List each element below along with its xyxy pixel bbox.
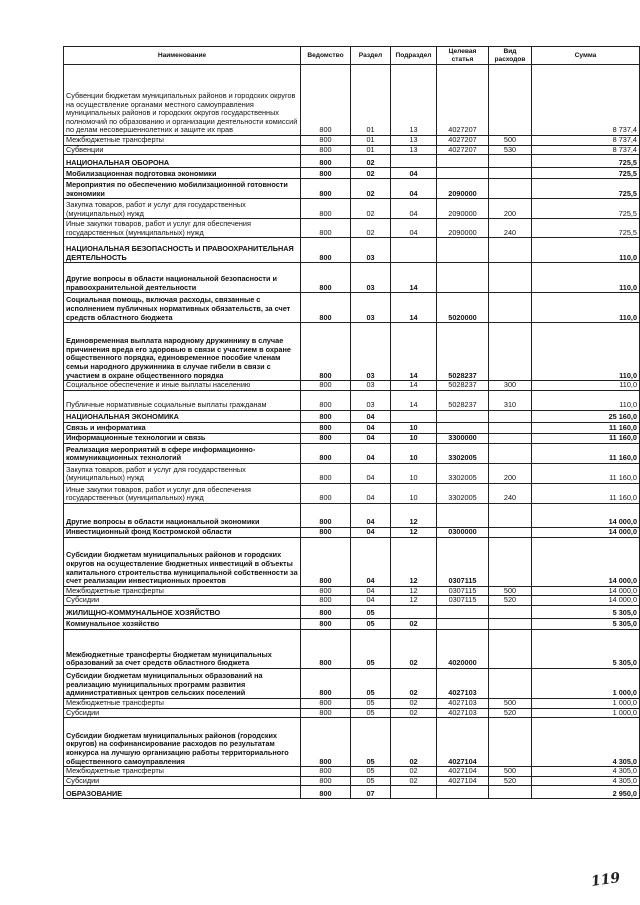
cell-section: 05: [351, 718, 391, 767]
cell-name: Коммунальное хозяйство: [64, 618, 301, 629]
cell-target: 5028237: [437, 390, 489, 410]
table-row: [64, 155, 640, 168]
cell-subsection: 02: [391, 629, 437, 668]
table-row: [64, 323, 640, 381]
cell-sum: 110,0: [532, 238, 640, 263]
cell-name: Другие вопросы в области национальной безопасности и правоохранительной деятельности: [64, 263, 301, 293]
cell-subsection: 14: [391, 263, 437, 293]
cell-sum: 110,0: [532, 263, 640, 293]
cell-exp-type: 500: [489, 698, 532, 708]
cell-section: 01: [351, 65, 391, 136]
cell-target: [437, 168, 489, 179]
cell-target: 3302005: [437, 443, 489, 463]
cell-sum: 5 305,0: [532, 605, 640, 618]
cell-sum: 4 305,0: [532, 776, 640, 786]
cell-exp-type: 310: [489, 390, 532, 410]
cell-sum: 14 000,0: [532, 596, 640, 606]
cell-exp-type: [489, 668, 532, 698]
cell-exp-type: [489, 168, 532, 179]
cell-exp-type: 300: [489, 381, 532, 391]
cell-target: 4027207: [437, 136, 489, 146]
cell-name: Межбюджетные трансферты: [64, 698, 301, 708]
cell-section: 03: [351, 238, 391, 263]
table-row: [64, 263, 640, 293]
cell-sum: 5 305,0: [532, 629, 640, 668]
cell-name: Закупка товаров, работ и услуг для государственных (муниципальных) нужд: [64, 463, 301, 483]
cell-target: 4027104: [437, 776, 489, 786]
cell-sum: 4 305,0: [532, 718, 640, 767]
table-row: [64, 463, 640, 483]
cell-target: [437, 786, 489, 799]
cell-section: 01: [351, 136, 391, 146]
cell-target: [437, 503, 489, 527]
cell-sum: 14 000,0: [532, 503, 640, 527]
table-row: [64, 422, 640, 433]
cell-subsection: 02: [391, 698, 437, 708]
cell-subsection: 10: [391, 422, 437, 433]
cell-dept: 800: [301, 537, 351, 586]
cell-dept: 800: [301, 145, 351, 155]
cell-target: [437, 410, 489, 422]
cell-subsection: [391, 410, 437, 422]
cell-exp-type: [489, 443, 532, 463]
cell-target: 3302005: [437, 463, 489, 483]
header-target: Целевая статья: [437, 47, 489, 65]
cell-sum: 14 000,0: [532, 527, 640, 537]
cell-sum: 11 160,0: [532, 422, 640, 433]
cell-name: Реализация мероприятий в сфере информационно-коммуникационных технологий: [64, 443, 301, 463]
table-row: [64, 718, 640, 767]
cell-target: 4027103: [437, 668, 489, 698]
table-row: [64, 293, 640, 323]
cell-name: Единовременная выплата народному дружиннику в случае причинения вреда его здоровью в связи с участием в охране общественного порядка, единовременное пособие членам семьи народного дружинника в случае гибели в связи с участием в охране общественного порядка: [64, 323, 301, 381]
cell-target: 4027207: [437, 145, 489, 155]
cell-subsection: 14: [391, 390, 437, 410]
table-row: [64, 605, 640, 618]
table-row: [64, 596, 640, 606]
cell-dept: 800: [301, 422, 351, 433]
header-subsection: Подраздел: [391, 47, 437, 65]
cell-subsection: 02: [391, 618, 437, 629]
cell-sum: 110,0: [532, 323, 640, 381]
cell-subsection: 14: [391, 381, 437, 391]
cell-name: Субсидии бюджетам муниципальных районов (городских округов) на софинансирование расходов по результатам конкурса на лучшую организацию работы территориального общественного самоуправления: [64, 718, 301, 767]
cell-dept: 800: [301, 596, 351, 606]
cell-exp-type: [489, 179, 532, 199]
cell-target: 0307115: [437, 537, 489, 586]
cell-dept: 800: [301, 155, 351, 168]
header-section: Раздел: [351, 47, 391, 65]
header-dept: Ведомство: [301, 47, 351, 65]
cell-exp-type: [489, 323, 532, 381]
table-row: [64, 786, 640, 799]
table-row: [64, 136, 640, 146]
cell-dept: 800: [301, 708, 351, 718]
table-row: [64, 179, 640, 199]
cell-target: [437, 263, 489, 293]
cell-subsection: 02: [391, 718, 437, 767]
cell-section: 05: [351, 708, 391, 718]
table-row: [64, 767, 640, 777]
cell-name: Связь и информатика: [64, 422, 301, 433]
cell-target: [437, 618, 489, 629]
cell-subsection: [391, 786, 437, 799]
cell-target: 5028237: [437, 323, 489, 381]
table-row: [64, 537, 640, 586]
cell-target: 0307115: [437, 596, 489, 606]
cell-dept: 800: [301, 433, 351, 443]
cell-section: 04: [351, 443, 391, 463]
cell-target: 4027104: [437, 767, 489, 777]
table-row: [64, 668, 640, 698]
cell-target: 0307115: [437, 586, 489, 596]
cell-subsection: 04: [391, 199, 437, 219]
cell-sum: 11 160,0: [532, 483, 640, 503]
cell-subsection: 02: [391, 668, 437, 698]
cell-subsection: 12: [391, 527, 437, 537]
cell-sum: 725,5: [532, 199, 640, 219]
cell-target: [437, 238, 489, 263]
cell-exp-type: [489, 433, 532, 443]
cell-section: 01: [351, 145, 391, 155]
cell-section: 04: [351, 537, 391, 586]
cell-dept: 800: [301, 668, 351, 698]
cell-exp-type: [489, 293, 532, 323]
cell-subsection: [391, 238, 437, 263]
cell-dept: 800: [301, 786, 351, 799]
header-row: [64, 47, 640, 65]
cell-target: 3302005: [437, 483, 489, 503]
cell-target: 5028237: [437, 381, 489, 391]
cell-target: 2090000: [437, 179, 489, 199]
cell-exp-type: [489, 65, 532, 136]
cell-sum: 725,5: [532, 168, 640, 179]
cell-exp-type: [489, 503, 532, 527]
table-row: [64, 776, 640, 786]
cell-subsection: 13: [391, 145, 437, 155]
cell-exp-type: [489, 629, 532, 668]
cell-section: 02: [351, 179, 391, 199]
cell-dept: 800: [301, 463, 351, 483]
cell-section: 03: [351, 263, 391, 293]
cell-sum: 4 305,0: [532, 767, 640, 777]
table-row: [64, 483, 640, 503]
cell-exp-type: 500: [489, 767, 532, 777]
cell-target: 4027103: [437, 708, 489, 718]
cell-subsection: 12: [391, 537, 437, 586]
cell-dept: 800: [301, 410, 351, 422]
cell-sum: 725,5: [532, 155, 640, 168]
cell-section: 05: [351, 668, 391, 698]
cell-dept: 800: [301, 443, 351, 463]
cell-name: Субсидии бюджетам муниципальных районов и городских округов на осуществление бюджетных инвестиций в объекты капитального строительства муниципальной собственности за счет реализации инвестиционных проектов: [64, 537, 301, 586]
cell-sum: 110,0: [532, 390, 640, 410]
cell-subsection: 10: [391, 483, 437, 503]
cell-name: НАЦИОНАЛЬНАЯ ЭКОНОМИКА: [64, 410, 301, 422]
cell-name: Межбюджетные трансферты: [64, 586, 301, 596]
table-row: [64, 381, 640, 391]
cell-section: 02: [351, 155, 391, 168]
cell-section: 04: [351, 410, 391, 422]
cell-subsection: 02: [391, 767, 437, 777]
cell-name: Социальное обеспечение и иные выплаты населению: [64, 381, 301, 391]
cell-dept: 800: [301, 776, 351, 786]
table-row: [64, 503, 640, 527]
cell-exp-type: [489, 263, 532, 293]
cell-section: 04: [351, 503, 391, 527]
header-exp-type: Вид расходов: [489, 47, 532, 65]
cell-dept: 800: [301, 263, 351, 293]
header-sum: Сумма: [532, 47, 640, 65]
cell-target: 4027104: [437, 718, 489, 767]
table-row: [64, 433, 640, 443]
cell-target: [437, 155, 489, 168]
table-row: [64, 145, 640, 155]
table-row: [64, 698, 640, 708]
cell-dept: 800: [301, 586, 351, 596]
cell-subsection: 04: [391, 179, 437, 199]
cell-exp-type: 240: [489, 483, 532, 503]
cell-name: Межбюджетные трансферты: [64, 136, 301, 146]
cell-sum: 725,5: [532, 179, 640, 199]
cell-dept: 800: [301, 767, 351, 777]
cell-section: 04: [351, 483, 391, 503]
cell-dept: 800: [301, 179, 351, 199]
cell-sum: 11 160,0: [532, 463, 640, 483]
cell-exp-type: 500: [489, 136, 532, 146]
table-row: [64, 629, 640, 668]
table-row: [64, 586, 640, 596]
cell-subsection: [391, 605, 437, 618]
cell-subsection: 10: [391, 443, 437, 463]
cell-exp-type: [489, 527, 532, 537]
cell-section: 07: [351, 786, 391, 799]
cell-section: 04: [351, 527, 391, 537]
cell-name: Субсидии: [64, 708, 301, 718]
cell-target: 5020000: [437, 293, 489, 323]
cell-name: Субвенции: [64, 145, 301, 155]
cell-section: 05: [351, 776, 391, 786]
cell-subsection: 13: [391, 65, 437, 136]
cell-section: 05: [351, 618, 391, 629]
table-row: [64, 527, 640, 537]
cell-target: 2090000: [437, 199, 489, 219]
cell-name: Иные закупки товаров, работ и услуг для обеспечения государственных (муниципальных) нужд: [64, 483, 301, 503]
cell-exp-type: 200: [489, 199, 532, 219]
cell-section: 04: [351, 586, 391, 596]
cell-section: 04: [351, 433, 391, 443]
cell-sum: 1 000,0: [532, 698, 640, 708]
cell-section: 03: [351, 381, 391, 391]
cell-section: 05: [351, 767, 391, 777]
cell-dept: 800: [301, 219, 351, 238]
cell-section: 03: [351, 323, 391, 381]
cell-subsection: 02: [391, 708, 437, 718]
cell-dept: 800: [301, 698, 351, 708]
cell-sum: 110,0: [532, 293, 640, 323]
cell-name: Другие вопросы в области национальной экономики: [64, 503, 301, 527]
cell-target: [437, 422, 489, 433]
cell-exp-type: [489, 410, 532, 422]
cell-sum: 8 737,4: [532, 136, 640, 146]
cell-section: 02: [351, 168, 391, 179]
cell-dept: 800: [301, 65, 351, 136]
cell-target: 4020000: [437, 629, 489, 668]
cell-subsection: 10: [391, 433, 437, 443]
cell-name: НАЦИОНАЛЬНАЯ БЕЗОПАСНОСТЬ И ПРАВООХРАНИТЕЛЬНАЯ ДЕЯТЕЛЬНОСТЬ: [64, 238, 301, 263]
cell-name: Субвенции бюджетам муниципальных районов и городских округов на осуществление органами местного самоуправления муниципальных районов и городских округов государственных полномочий по образованию и организации деятельности комиссий по делам несовершеннолетних и защите их прав: [64, 65, 301, 136]
table-row: [64, 168, 640, 179]
cell-exp-type: 240: [489, 219, 532, 238]
cell-exp-type: [489, 786, 532, 799]
cell-exp-type: 200: [489, 463, 532, 483]
cell-target: 2090000: [437, 219, 489, 238]
cell-exp-type: 500: [489, 586, 532, 596]
cell-subsection: 12: [391, 596, 437, 606]
cell-target: [437, 605, 489, 618]
cell-exp-type: [489, 238, 532, 263]
cell-dept: 800: [301, 390, 351, 410]
cell-dept: 800: [301, 323, 351, 381]
table-row: [64, 410, 640, 422]
cell-dept: 800: [301, 168, 351, 179]
cell-section: 04: [351, 463, 391, 483]
cell-dept: 800: [301, 618, 351, 629]
cell-exp-type: 520: [489, 776, 532, 786]
cell-sum: 11 160,0: [532, 443, 640, 463]
cell-subsection: 10: [391, 463, 437, 483]
cell-sum: 110,0: [532, 381, 640, 391]
cell-subsection: 04: [391, 219, 437, 238]
cell-name: ОБРАЗОВАНИЕ: [64, 786, 301, 799]
cell-name: Субсидии бюджетам муниципальных образований на реализацию муниципальных программ развития административных центров сельских поселений: [64, 668, 301, 698]
cell-name: Межбюджетные трансферты бюджетам муниципальных образований за счет средств областного бюджета: [64, 629, 301, 668]
cell-section: 05: [351, 629, 391, 668]
cell-section: 02: [351, 219, 391, 238]
cell-name: Межбюджетные трансферты: [64, 767, 301, 777]
cell-name: НАЦИОНАЛЬНАЯ ОБОРОНА: [64, 155, 301, 168]
cell-sum: 25 160,0: [532, 410, 640, 422]
cell-dept: 800: [301, 629, 351, 668]
cell-exp-type: [489, 718, 532, 767]
cell-section: 04: [351, 596, 391, 606]
cell-subsection: 02: [391, 776, 437, 786]
cell-dept: 800: [301, 238, 351, 263]
table-row: [64, 219, 640, 238]
cell-name: Субсидии: [64, 596, 301, 606]
cell-name: Закупка товаров, работ и услуг для государственных (муниципальных) нужд: [64, 199, 301, 219]
cell-dept: 800: [301, 718, 351, 767]
cell-name: Информационные технологии и связь: [64, 433, 301, 443]
cell-dept: 800: [301, 483, 351, 503]
cell-exp-type: 530: [489, 145, 532, 155]
cell-sum: 14 000,0: [532, 537, 640, 586]
cell-exp-type: [489, 605, 532, 618]
cell-section: 05: [351, 605, 391, 618]
page-mark: 119: [590, 870, 622, 890]
cell-sum: 2 950,0: [532, 786, 640, 799]
cell-sum: 14 000,0: [532, 586, 640, 596]
cell-dept: 800: [301, 136, 351, 146]
cell-dept: 800: [301, 199, 351, 219]
cell-name: Иные закупки товаров, работ и услуг для обеспечения государственных (муниципальных) нужд: [64, 219, 301, 238]
cell-target: 3300000: [437, 433, 489, 443]
cell-sum: 5 305,0: [532, 618, 640, 629]
cell-section: 03: [351, 293, 391, 323]
cell-subsection: 14: [391, 323, 437, 381]
cell-name: Субсидии: [64, 776, 301, 786]
cell-name: Публичные нормативные социальные выплаты гражданам: [64, 390, 301, 410]
cell-sum: 11 160,0: [532, 433, 640, 443]
cell-name: Социальная помощь, включая расходы, связанные с исполнением публичных нормативных обязательств, за счет средств областного бюджета: [64, 293, 301, 323]
cell-dept: 800: [301, 503, 351, 527]
table-row: [64, 708, 640, 718]
table-row: [64, 65, 640, 136]
cell-subsection: 14: [391, 293, 437, 323]
cell-exp-type: [489, 618, 532, 629]
cell-section: 03: [351, 390, 391, 410]
table-row: [64, 390, 640, 410]
cell-subsection: 04: [391, 168, 437, 179]
cell-sum: 1 000,0: [532, 668, 640, 698]
cell-subsection: 12: [391, 586, 437, 596]
cell-dept: 800: [301, 293, 351, 323]
cell-name: Инвестиционный фонд Костромской области: [64, 527, 301, 537]
cell-subsection: 12: [391, 503, 437, 527]
cell-section: 02: [351, 199, 391, 219]
table-body: [64, 65, 640, 799]
header-name: Наименование: [64, 47, 301, 65]
cell-sum: 8 737,4: [532, 65, 640, 136]
cell-sum: 725,5: [532, 219, 640, 238]
cell-exp-type: 520: [489, 596, 532, 606]
cell-dept: 800: [301, 605, 351, 618]
cell-sum: 8 737,4: [532, 145, 640, 155]
cell-target: 0300000: [437, 527, 489, 537]
cell-section: 05: [351, 698, 391, 708]
cell-section: 04: [351, 422, 391, 433]
table-row: [64, 238, 640, 263]
cell-sum: 1 000,0: [532, 708, 640, 718]
cell-target: 4027207: [437, 65, 489, 136]
cell-dept: 800: [301, 381, 351, 391]
cell-exp-type: [489, 422, 532, 433]
cell-dept: 800: [301, 527, 351, 537]
cell-subsection: 13: [391, 136, 437, 146]
cell-name: ЖИЛИЩНО-КОММУНАЛЬНОЕ ХОЗЯЙСТВО: [64, 605, 301, 618]
cell-exp-type: [489, 537, 532, 586]
cell-name: Мобилизационная подготовка экономики: [64, 168, 301, 179]
cell-exp-type: [489, 155, 532, 168]
cell-exp-type: 520: [489, 708, 532, 718]
cell-subsection: [391, 155, 437, 168]
cell-name: Мероприятия по обеспечению мобилизационной готовности экономики: [64, 179, 301, 199]
table-row: [64, 618, 640, 629]
table-row: [64, 443, 640, 463]
cell-target: 4027103: [437, 698, 489, 708]
budget-table: [63, 46, 640, 799]
table-row: [64, 199, 640, 219]
